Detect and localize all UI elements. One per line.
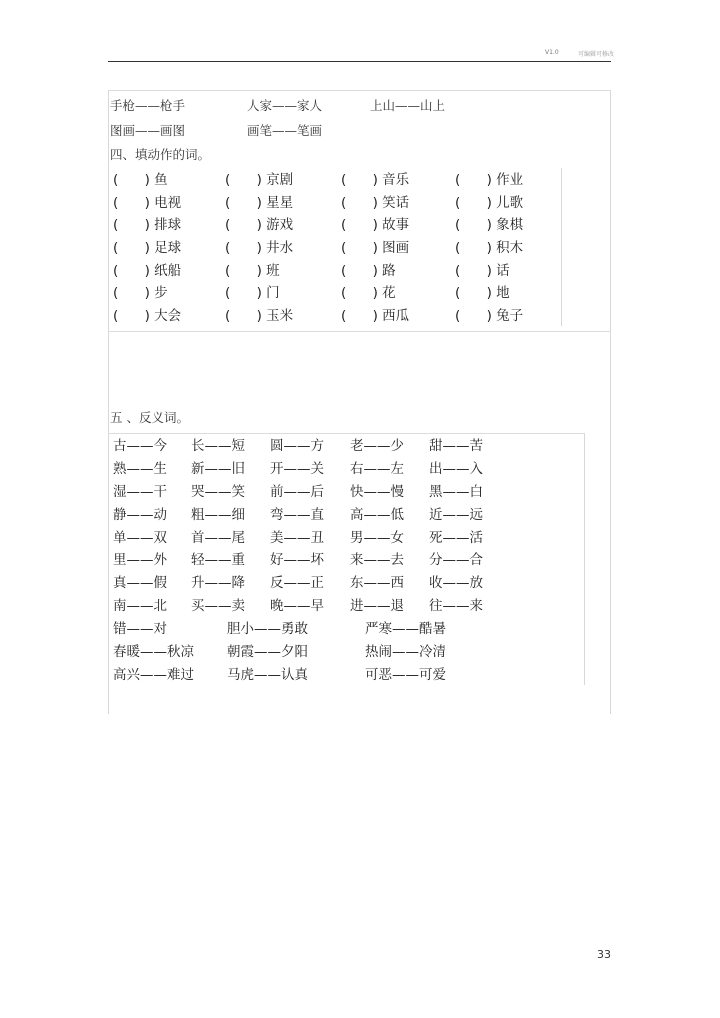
table-row <box>113 281 553 304</box>
section4-divider <box>108 331 611 332</box>
fill-word: 话 <box>496 262 510 279</box>
antonym-pair: 南——北 <box>113 598 167 615</box>
fill-item: ( ) 大会 <box>113 308 182 325</box>
fill-item: ( ) 电视 <box>113 194 182 211</box>
antonym-pair: 高兴——难过 <box>113 666 194 683</box>
fill-word: 纸船 <box>154 262 182 279</box>
fill-word: 井水 <box>266 240 294 257</box>
antonym-pair: 开——关 <box>270 460 324 477</box>
antonym-pair: 熟——生 <box>113 460 167 477</box>
fill-word: 路 <box>382 262 396 279</box>
antonym-table <box>113 434 513 686</box>
fill-word: 地 <box>496 285 510 302</box>
antonym-pair: 晚——早 <box>270 598 324 615</box>
antonym-pair: 快——慢 <box>350 483 404 500</box>
antonym-pair: 老——少 <box>350 438 404 454</box>
fill-word: 足球 <box>154 240 182 257</box>
fill-item: ( ) 步 <box>113 285 168 302</box>
fill-item: ( ) 地 <box>455 285 510 302</box>
fill-item: ( ) 足球 <box>113 240 182 257</box>
antonym-pair: 静——动 <box>113 506 167 523</box>
antonym-pair: 古——今 <box>113 438 167 454</box>
fill-word: 京剧 <box>266 172 294 188</box>
antonym-pair: 湿——干 <box>113 483 167 500</box>
table-row <box>113 617 513 640</box>
antonym-pair: 来——去 <box>350 552 404 569</box>
fill-item: ( ) 京剧 <box>225 172 294 188</box>
page-number: 33 <box>597 948 611 961</box>
fill-item: ( ) 鱼 <box>113 172 168 188</box>
antonym-pair: 胆小——勇敢 <box>227 621 308 638</box>
antonym-pair: 里——外 <box>113 552 167 569</box>
fill-item: ( ) 门 <box>225 285 280 302</box>
antonym-pair: 黑——白 <box>429 483 483 500</box>
table-row <box>113 236 553 259</box>
antonym-pair: 出——入 <box>429 460 483 477</box>
fill-item: ( ) 积木 <box>455 240 524 257</box>
antonym-pair: 真——假 <box>113 575 167 592</box>
fill-item: ( ) 图画 <box>341 240 410 257</box>
fill-item: ( ) 井水 <box>225 240 294 257</box>
fill-item: ( ) 游戏 <box>225 217 294 234</box>
fill-item: ( ) 星星 <box>225 194 294 211</box>
fill-item: ( ) 排球 <box>113 217 182 234</box>
table-row <box>113 191 553 214</box>
antonym-pair: 前——后 <box>270 483 324 500</box>
table-row <box>113 503 513 526</box>
fill-word: 游戏 <box>266 217 294 234</box>
fill-word: 大会 <box>154 308 182 325</box>
antonym-pair: 进——退 <box>350 598 404 615</box>
antonym-pair: 新——旧 <box>191 460 245 477</box>
antonym-pair: 长——短 <box>191 438 245 454</box>
antonym-pair: 单——双 <box>113 529 167 546</box>
header-version: V1.0 <box>545 49 559 56</box>
fill-item: ( ) 纸船 <box>113 262 182 279</box>
antonym-pair: 圆——方 <box>270 438 324 454</box>
header-note: 可编辑可修改 <box>578 51 615 58</box>
table-row <box>113 259 553 282</box>
antonym-pair: 可恶——可爱 <box>365 666 446 683</box>
antonym-pair: 升——降 <box>191 575 245 592</box>
antonym-pair: 首——尾 <box>191 529 245 546</box>
fill-item: ( ) 儿歌 <box>455 194 524 211</box>
antonym-pair: 好——坏 <box>270 552 324 569</box>
fill-word: 门 <box>266 285 280 302</box>
fill-word: 积木 <box>496 240 524 257</box>
antonym-pair: 轻——重 <box>191 552 245 569</box>
fill-in-table <box>113 168 553 327</box>
antonym-pair: 朝霞——夕阳 <box>227 644 308 661</box>
table-row <box>113 168 553 191</box>
fill-word: 图画 <box>382 240 410 257</box>
fill-word: 鱼 <box>154 172 168 188</box>
fill-word: 电视 <box>154 194 182 211</box>
section5-title: 五 、反义词。 <box>110 410 189 425</box>
table-row <box>113 480 513 503</box>
antonym-pair: 死——活 <box>429 529 483 546</box>
fill-word: 排球 <box>154 217 182 234</box>
antonym-pair: 高——低 <box>350 506 404 523</box>
fill-item: ( ) 作业 <box>455 172 524 188</box>
table-row <box>113 213 553 236</box>
fill-word: 兔子 <box>496 308 524 325</box>
fill-item: ( ) 象棋 <box>455 217 524 234</box>
fill-item: ( ) 笑话 <box>341 194 410 211</box>
fill-word: 步 <box>154 285 168 302</box>
frame-left-line <box>108 90 109 714</box>
table-row <box>113 571 513 594</box>
fill-item: ( ) 花 <box>341 285 396 302</box>
table-row <box>113 304 553 327</box>
table-row <box>113 663 513 686</box>
synonym-item: 图画——画图 <box>110 123 186 138</box>
frame-top-line <box>108 90 611 91</box>
antonym-pair: 分——合 <box>429 552 483 569</box>
antonym-pair: 收——放 <box>429 575 483 592</box>
antonym-pair: 反——正 <box>270 575 324 592</box>
fill-word: 班 <box>266 262 280 279</box>
table-row <box>113 640 513 663</box>
header-rule <box>108 61 611 62</box>
table-row <box>113 526 513 549</box>
antonym-pair: 热闹——冷清 <box>365 644 446 661</box>
fill-item: ( ) 玉米 <box>225 308 294 325</box>
antonym-pair: 粗——细 <box>191 506 245 523</box>
antonym-pair: 哭——笑 <box>191 483 245 500</box>
fill-word: 花 <box>382 285 396 302</box>
fill-word: 笑话 <box>382 194 410 211</box>
fill-word: 故事 <box>382 217 410 234</box>
fill-word: 作业 <box>496 172 524 188</box>
fill-item: ( ) 音乐 <box>341 172 410 188</box>
antonym-pair: 右——左 <box>350 460 404 477</box>
antonym-pair: 近——远 <box>429 506 483 523</box>
antonym-pair: 甜——苦 <box>429 438 483 454</box>
frame-right-line <box>610 90 611 714</box>
table-row <box>113 434 513 457</box>
antonym-pair: 弯——直 <box>270 506 324 523</box>
fill-word: 星星 <box>266 194 294 211</box>
table4-right-line <box>561 168 562 326</box>
fill-word: 玉米 <box>266 308 294 325</box>
antonym-pair: 往——来 <box>429 598 483 615</box>
fill-item: ( ) 班 <box>225 262 280 279</box>
antonym-pair: 严寒——酷暑 <box>365 621 446 638</box>
fill-item: ( ) 故事 <box>341 217 410 234</box>
antonym-pair: 错——对 <box>113 621 167 638</box>
antonym-pair: 男——女 <box>350 529 404 546</box>
table-row <box>113 457 513 480</box>
fill-item: ( ) 话 <box>455 262 510 279</box>
fill-word: 音乐 <box>382 172 410 188</box>
antonym-pair: 美——丑 <box>270 529 324 546</box>
antonym-pair: 东——西 <box>350 575 404 592</box>
fill-word: 西瓜 <box>382 308 410 325</box>
synonym-item: 人家——家人 <box>247 98 323 113</box>
synonym-item: 上山——山上 <box>370 98 446 113</box>
fill-item: ( ) 路 <box>341 262 396 279</box>
antonym-pair: 春暖——秋凉 <box>113 644 194 661</box>
synonym-item: 手枪——枪手 <box>110 98 186 113</box>
synonym-item: 画笔——笔画 <box>247 123 323 138</box>
antonym-pair: 马虎——认真 <box>227 666 308 683</box>
table-row <box>113 548 513 571</box>
table-row <box>113 594 513 617</box>
fill-item: ( ) 兔子 <box>455 308 524 325</box>
fill-item: ( ) 西瓜 <box>341 308 410 325</box>
fill-word: 象棋 <box>496 217 524 234</box>
table5-right-line <box>584 433 585 685</box>
antonym-pair: 买——卖 <box>191 598 245 615</box>
section4-title: 四、填动作的词。 <box>110 147 211 162</box>
fill-word: 儿歌 <box>496 194 524 211</box>
